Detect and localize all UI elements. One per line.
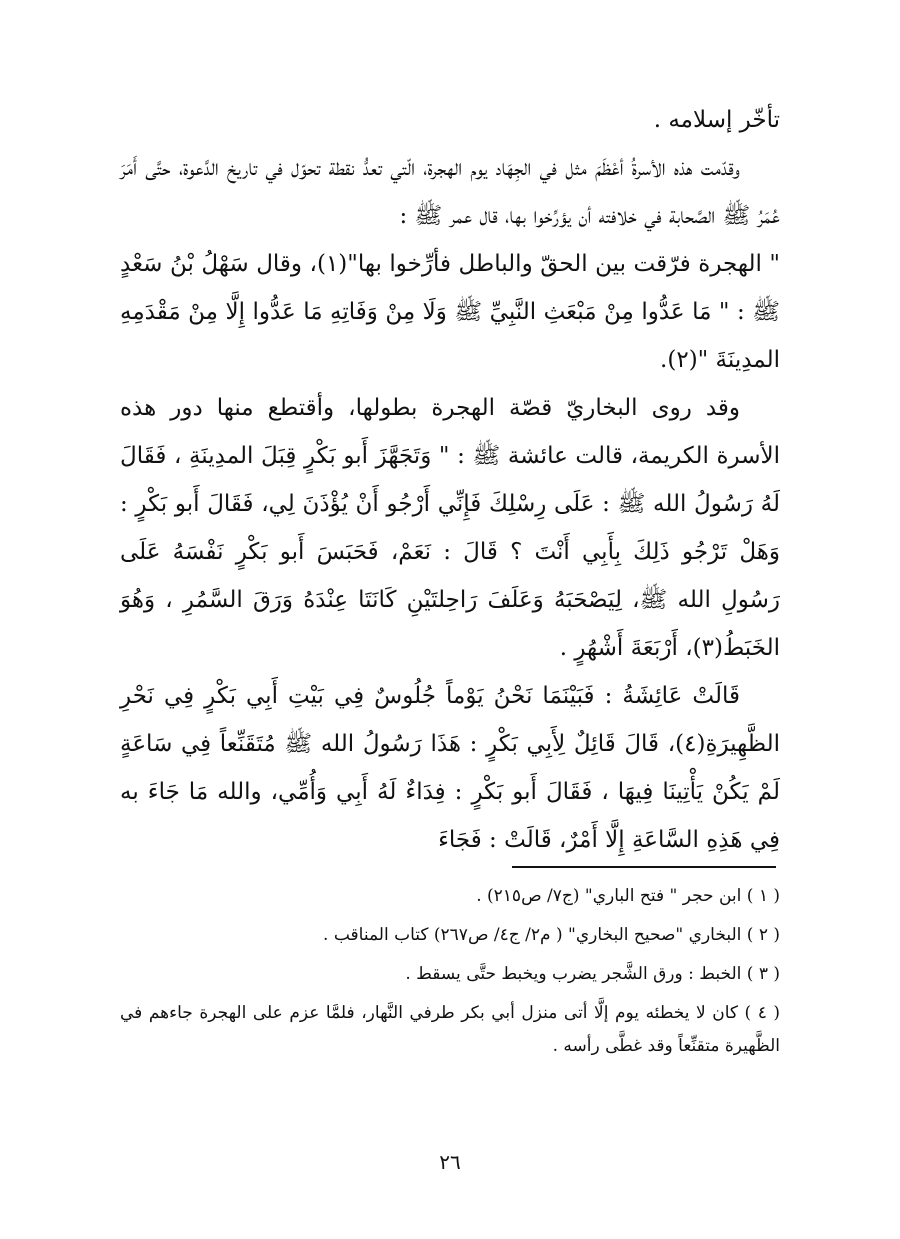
paragraph-family-hijra: وقدّمت هذه الأسرةُ أعْظَمَ مثل في الجِهَاد يوم الهجرة، الّتي تعدُّ نقطة تحوّل في تاريخ الدَّعوة، حتَّى أَمَرَ عُمَرُ ﷺ الصَّحابة في خلافته أن يؤرِّخوا بها، قال عمر ﷺ : bbox=[120, 155, 780, 229]
page-number: ٢٦ bbox=[439, 1150, 461, 1174]
main-text bbox=[120, 96, 780, 864]
footnote-1: ( ١ ) ابن حجر " فتح الباري" (ج٧/ ص٢١٥) . bbox=[476, 886, 780, 906]
footnote-separator bbox=[512, 866, 776, 868]
footnote-4: ( ٤ ) كان لا يخطئه يوم إلَّا أتى منزل أبي بكر طرفي النَّهار، فلمَّا عزم على الهجرة جاءهم في الظَّهيرة متقنِّعاً وقد غطَّى رأسه . bbox=[120, 1003, 780, 1056]
footnote-3: ( ٣ ) الخبط : ورق الشَّجر يضرب ويخبط حتَّى يسقط . bbox=[405, 964, 780, 984]
footnotes bbox=[120, 880, 780, 1069]
paragraph-aisha-narration: قَالَتْ عَائِشَةُ : فَبَيْنَمَا نَحْنُ يَوْماً جُلُوسٌ فِي بَيْتِ أَبِي بَكْرٍ فِي نَحْرِ الظَّهِيرَةِ(٤)، قَالَ قَائِلٌ لِأَبِي بَكْرٍ : هَذَا رَسُولُ الله ﷺ مُتَقَنِّعاً فِي سَاعَةٍ لَمْ يَكُنْ يَأْتِينَا فِيهَا ، فَقَالَ أَبو بَكْرٍ : فِدَاءٌ لَهُ أَبِي وَأُمِّي، والله مَا جَاءَ به فِي هَذِهِ السَّاعَةِ إِلَّا أَمْرٌ، قَالَتْ : فَجَاءَ bbox=[120, 683, 780, 853]
paragraph-hijra-quote: " الهجرة فرّقت بين الحقّ والباطل فأرِّخوا بها"(١)، وقال سَهْلُ بْنُ سَعْدٍ ﷺ : " مَا عَدُّوا مِنْ مَبْعَثِ النَّبِيِّ ﷺ وَلَا مِنْ وَفَاتِهِ مَا عَدُّوا إِلَّا مِنْ مَقْدَمِهِ المدِينَةَ "(٢). bbox=[120, 251, 780, 373]
paragraph-continuation: تأخّر إسلامه . bbox=[653, 107, 780, 133]
paragraph-bukhari-narration: وقد روى البخاريّ قصّة الهجرة بطولها، وأقتطع منها دور هذه الأسرة الكريمة، قالت عائشة ﷺ : " وَتَجَهَّزَ أَبو بَكْرٍ قِبَلَ المدِينَةِ ، فَقَالَ لَهُ رَسُولُ الله ﷺ : عَلَى رِسْلِكَ فَإِنِّي أَرْجُو أَنْ يُؤْذَنَ لِي، فَقَالَ أَبو بَكْرٍ : وَهَلْ تَرْجُو ذَلِكَ بِأَبِي أَنْتَ ؟ قَالَ : نَعَمْ، فَحَبَسَ أَبو بَكْرٍ نَفْسَهُ عَلَى رَسُولِ الله ﷺ، لِيَصْحَبَهُ وَعَلَفَ رَاحِلتَيْنِ كَانَتَا عِنْدَهُ وَرَقَ السَّمُرِ ، وَهُوَ الخَبَطُ(٣)، أَرْبَعَةَ أَشْهُرٍ . bbox=[120, 395, 780, 661]
footnote-2: ( ٢ ) البخاري "صحيح البخاري" ( م٢/ ج٤/ ص٢٦٧) كتاب المناقب . bbox=[323, 925, 780, 945]
